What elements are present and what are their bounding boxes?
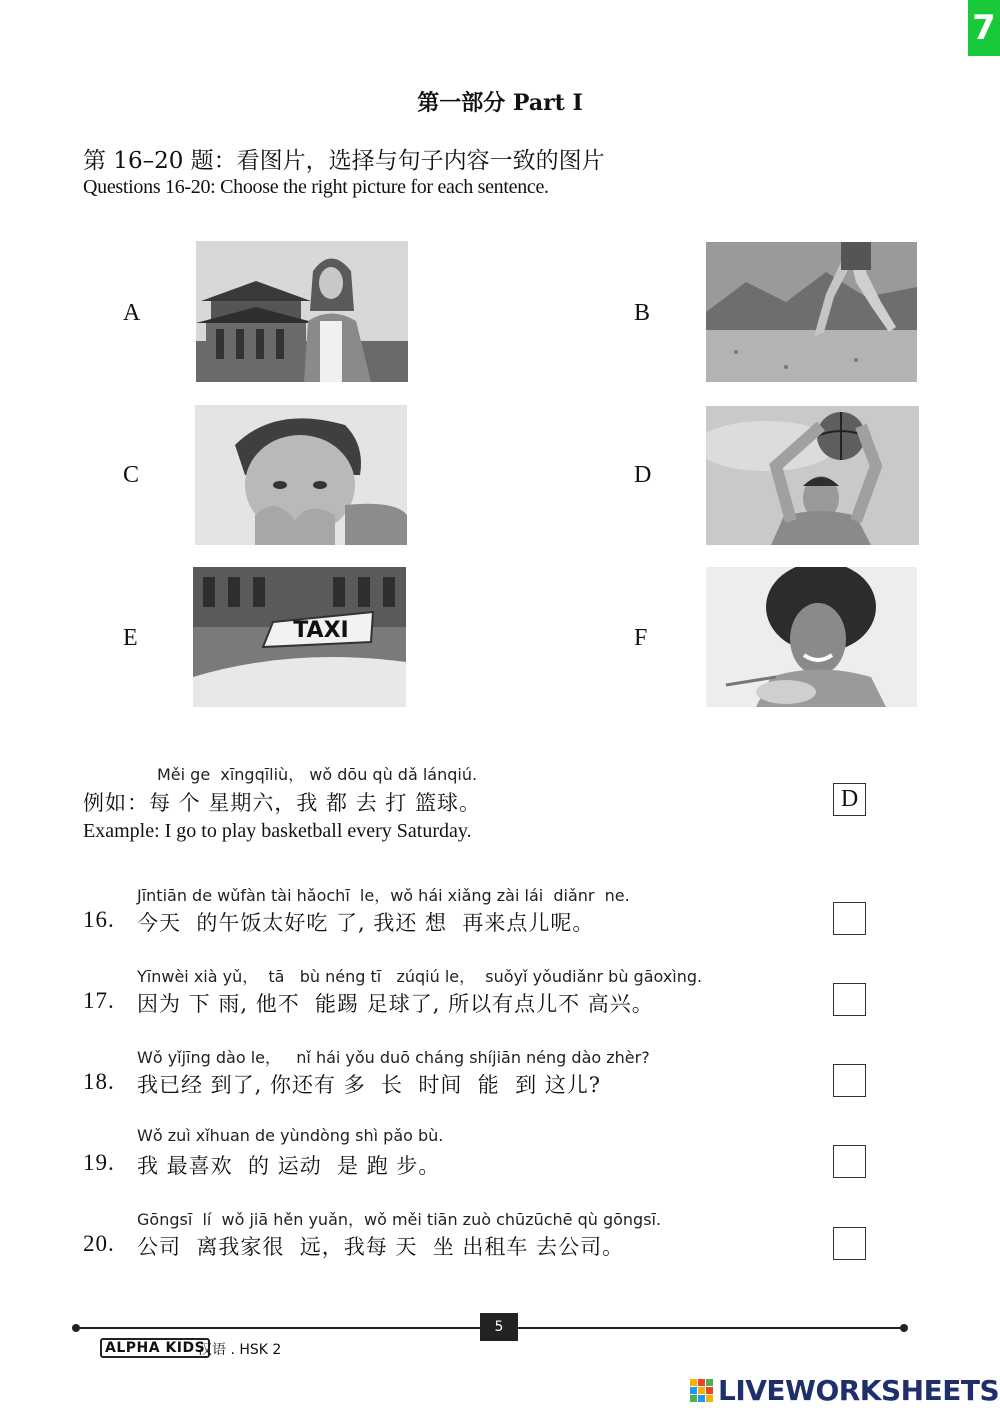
page-number: 5 bbox=[480, 1313, 518, 1341]
picture-b-runner bbox=[706, 242, 917, 382]
footer-dot-right bbox=[900, 1324, 908, 1332]
liveworksheets-grid-icon bbox=[690, 1379, 714, 1403]
question-19-sentence: 我 最喜欢 的 运动 是 跑 步。 bbox=[137, 1154, 441, 1178]
question-20-pinyin: Gōngsī lí wǒ jiā hěn yuǎn，wǒ měi tiān zuò chūzūchē qù gōngsī. bbox=[137, 1210, 662, 1229]
question-16-sentence: 今天 的午饭太好吃 了, 我还 想 再来点儿呢。 bbox=[137, 911, 595, 935]
svg-text:TAXI: TAXI bbox=[293, 618, 349, 643]
picture-d-basketball bbox=[706, 406, 919, 545]
question-18-sentence: 我已经 到了, 你还有 多 长 时间 能 到 这儿? bbox=[137, 1073, 602, 1097]
question-19-number: 19. bbox=[83, 1150, 115, 1175]
question-18-number: 18. bbox=[83, 1069, 115, 1094]
option-letter-b: B bbox=[634, 300, 651, 326]
question-17-number: 17. bbox=[83, 988, 115, 1013]
question-17-answer-box[interactable] bbox=[833, 983, 866, 1016]
question-20-answer-box[interactable] bbox=[833, 1227, 866, 1260]
option-letter-a: A bbox=[123, 300, 141, 326]
option-letter-d: D bbox=[634, 462, 652, 488]
example-answer-box: D bbox=[833, 783, 866, 816]
example-english: Example: I go to play basketball every Saturday. bbox=[83, 820, 472, 842]
footer-dot-left bbox=[72, 1324, 80, 1332]
part-title: 第一部分 Part Ⅰ bbox=[417, 90, 583, 116]
picture-f-woman-salad bbox=[706, 567, 917, 707]
question-19-pinyin: Wǒ zuì xǐhuan de yùndòng shì pǎo bù. bbox=[137, 1126, 444, 1145]
question-16-number: 16. bbox=[83, 907, 115, 932]
option-letter-f: F bbox=[634, 625, 648, 651]
question-17-pinyin: Yīnwèi xià yǔ， tā bù néng tī zúqiú le， suǒyǐ yǒudiǎnr bù gāoxìng. bbox=[137, 967, 703, 986]
picture-c-worried-boy bbox=[195, 405, 407, 545]
question-18-pinyin: Wǒ yǐjīng dào le， nǐ hái yǒu duō cháng shíjiān néng dào zhèr? bbox=[137, 1048, 650, 1067]
example-sentence: 例如：每 个 星期六，我 都 去 打 篮球。 bbox=[83, 791, 482, 815]
question-16-answer-box[interactable] bbox=[833, 902, 866, 935]
page-badge: 7 bbox=[968, 0, 1000, 56]
liveworksheets-wordmark: LIVEWORKSHEETS bbox=[718, 1374, 1000, 1407]
question-19-answer-box[interactable] bbox=[833, 1145, 866, 1178]
instructions-english: Questions 16-20: Choose the right picture for each sentence. bbox=[83, 176, 549, 198]
question-18-answer-box[interactable] bbox=[833, 1064, 866, 1097]
instructions-chinese: 第 16–20 题：看图片，选择与句子内容一致的图片 bbox=[83, 148, 605, 174]
series-label: 汉语 . HSK 2 bbox=[198, 1342, 282, 1358]
picture-e-taxi bbox=[193, 567, 406, 707]
picture-a-woman-on-phone bbox=[196, 241, 408, 382]
question-17-sentence: 因为 下 雨, 他不 能踢 足球了, 所以有点儿不 高兴。 bbox=[137, 992, 654, 1016]
liveworksheets-logo bbox=[690, 1374, 999, 1407]
question-20-number: 20. bbox=[83, 1231, 115, 1256]
question-16-pinyin: Jīntiān de wǔfàn tài hǎochī le，wǒ hái xiǎng zài lái diǎnr ne. bbox=[137, 886, 630, 905]
brand-logo: ALPHA KIDS bbox=[100, 1338, 210, 1358]
option-letter-c: C bbox=[123, 462, 140, 488]
example-pinyin: Měi ge xīngqīliù， wǒ dōu qù dǎ lánqiú. bbox=[157, 765, 478, 784]
option-letter-e: E bbox=[123, 625, 138, 651]
question-20-sentence: 公司 离我家很 远，我每 天 坐 出租车 去公司。 bbox=[137, 1235, 625, 1259]
